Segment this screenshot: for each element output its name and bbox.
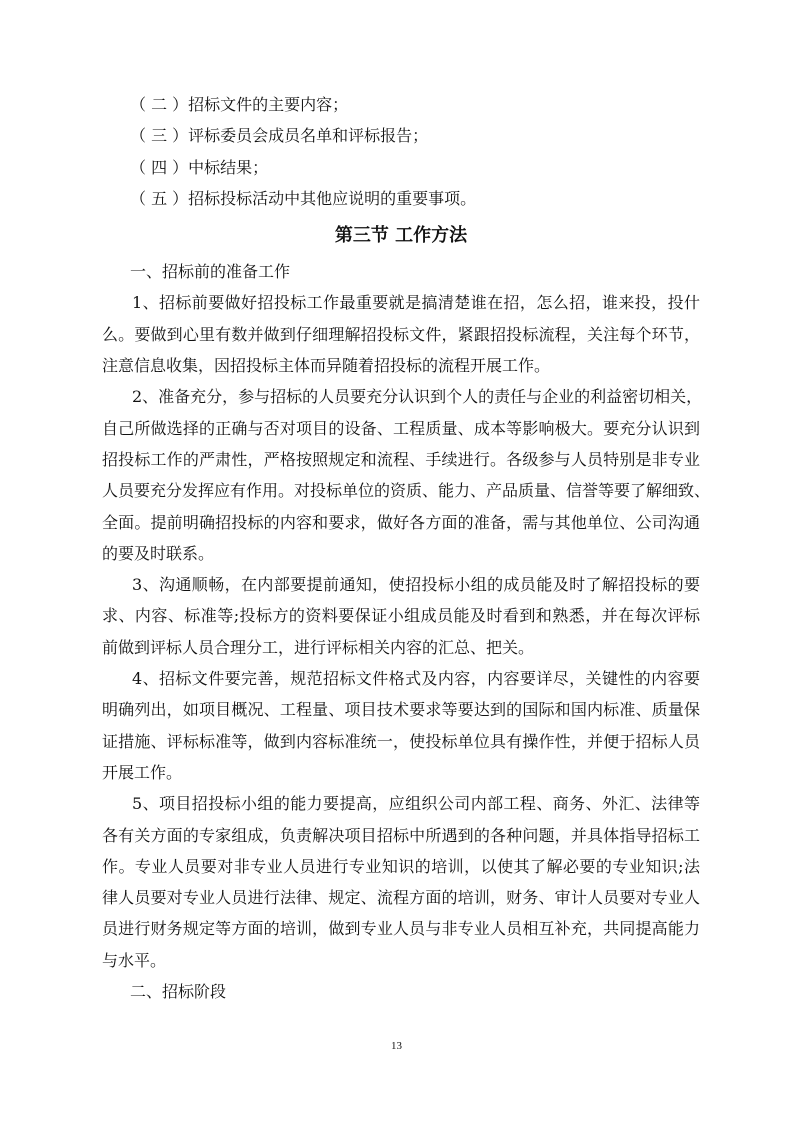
subheading: 二、招标阶段 (130, 982, 227, 1002)
page-number: 13 (391, 1040, 402, 1052)
paragraph-line: 自己所做选择的正确与否对项目的设备、工程质量、成本等影响极大。要充分认识到 (102, 418, 700, 438)
list-item: （ 三 ）评标委员会成员名单和评标报告； (130, 126, 429, 146)
paragraph-line: 全面。提前明确招投标的内容和要求，做好各方面的准备，需与其他单位、公司沟通 (102, 512, 700, 532)
list-item: （ 五 ）招标投标活动中其他应说明的重要事项。 (130, 188, 477, 208)
paragraph-line: 1、招标前要做好招投标工作最重要就是搞清楚谁在招，怎么招，谁来投，投什 (132, 293, 700, 313)
paragraph-line: 人员要充分发挥应有作用。对投标单位的资质、能力、产品质量、信誉等要了解细致、 (102, 481, 711, 501)
document-body (102, 89, 711, 1007)
paragraph-line: 2、准备充分，参与招标的人员要充分认识到个人的责任与企业的利益密切相关， (132, 387, 703, 407)
paragraph-line: 4、招标文件要完善，规范招标文件格式及内容，内容要详尽，关键性的内容要 (132, 669, 700, 689)
paragraph-line: 律人员要对专业人员进行法律、规定、流程方面的培训，财务、审计人员要对专业人 (102, 888, 700, 908)
paragraph-line: 证措施、评标标准等，做到内容标准统一，使投标单位具有操作性，并便于招标人员 (102, 731, 700, 751)
paragraph-line: 招投标工作的严肃性，严格按照规定和流程、手续进行。各级参与人员特别是非专业 (102, 449, 700, 469)
paragraph-line: 么。要做到心里有数并做到仔细理解招投标文件，紧跟招投标流程，关注每个环节， (102, 324, 700, 344)
list-item: （ 二 ）招标文件的主要内容； (130, 95, 349, 114)
paragraph-line: 开展工作。 (102, 762, 183, 782)
paragraph-line: 与水平。 (102, 950, 167, 970)
paragraphs (102, 287, 711, 976)
paragraph-line: 各有关方面的专家组成，负责解决项目招标中所遇到的各种问题，并具体指导招标工 (102, 825, 700, 845)
paragraph-line: 3、沟通顺畅，在内部要提前通知，使招投标小组的成员能及时了解招投标的要 (132, 575, 700, 595)
paragraph-line: 注意信息收集，因招投标主体而异随着招投标的流程开展工作。 (102, 356, 551, 376)
paragraph-line: 作。专业人员要对非专业人员进行专业知识的培训，以使其了解必要的专业知识;法 (102, 856, 700, 876)
paragraph (102, 788, 700, 976)
list-item: （ 四 ）中标结果； (130, 157, 269, 177)
paragraph-line: 5、项目招投标小组的能力要提高，应组织公司内部工程、商务、外汇、法律等 (132, 794, 700, 814)
paragraph (102, 569, 700, 663)
paragraph (102, 381, 711, 569)
section-heading: 第三节 工作方法 (334, 225, 468, 247)
paragraph-line: 前做到评标人员合理分工，进行评标相关内容的汇总、把关。 (102, 637, 535, 657)
paragraph-line: 求、内容、标准等;投标方的资料要保证小组成员能及时看到和熟悉，并在每次评标 (102, 606, 700, 626)
paragraph (102, 287, 700, 381)
paragraph-line: 员进行财务规定等方面的培训，做到专业人员与非专业人员相互补充，共同提高能力 (102, 919, 700, 939)
subheading: 一、招标前的准备工作 (130, 262, 291, 282)
paragraph-line: 的要及时联系。 (102, 543, 215, 563)
paragraph-line: 明确列出，如项目概况、工程量、项目技术要求等要达到的国际和国内标准、质量保 (102, 700, 700, 720)
paragraph (102, 663, 700, 788)
